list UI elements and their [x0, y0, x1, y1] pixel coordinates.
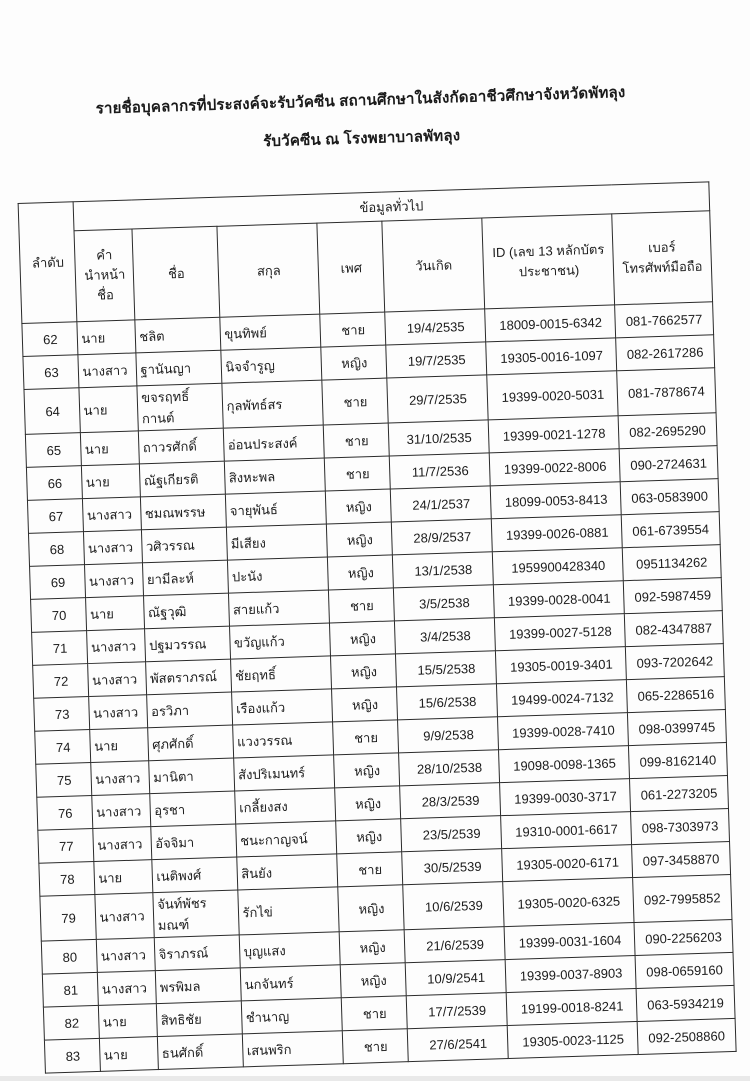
cell-phone: 0951134262	[623, 545, 721, 581]
cell-last-name: สายแก้ว	[229, 590, 330, 626]
cell-id: 19305-0020-6171	[502, 845, 633, 882]
cell-birth-date: 19/4/2535	[385, 309, 486, 345]
cell-id: 19305-0019-3401	[496, 647, 627, 684]
cell-gender: หญิง	[338, 885, 404, 932]
cell-birth-date: 28/10/2538	[399, 750, 500, 786]
col-header-first-name: ชื่อ	[132, 226, 220, 320]
cell-gender: ชาย	[343, 1029, 409, 1064]
cell-last-name: สิงหะพล	[225, 458, 326, 494]
cell-first-name: ชมณพรรษ	[141, 494, 227, 530]
cell-phone: 099-8162140	[629, 743, 727, 779]
cell-birth-date: 15/6/2538	[397, 684, 498, 720]
cell-no: 82	[44, 1005, 100, 1040]
cell-last-name: เสนพริก	[243, 1031, 344, 1067]
cell-no: 66	[27, 466, 83, 501]
col-header-last-name: สกุล	[217, 223, 320, 317]
cell-no: 65	[26, 433, 82, 468]
cell-first-name: ขจรฤทธิ์กานต์	[137, 383, 223, 431]
cell-last-name: รักไข่	[238, 887, 339, 935]
cell-gender: หญิง	[326, 489, 392, 524]
cell-phone: 081-7662577	[615, 302, 713, 338]
cell-first-name: สิทธิชัย	[157, 1001, 243, 1037]
cell-gender: ชาย	[342, 996, 408, 1031]
cell-prefix: นางสาว	[78, 353, 137, 388]
cell-birth-date: 17/7/2539	[407, 993, 508, 1029]
cell-prefix: นางสาว	[91, 761, 150, 796]
cell-gender: หญิง	[334, 753, 400, 788]
cell-phone: 081-7878674	[617, 368, 715, 416]
scan-edge	[0, 1076, 750, 1081]
cell-gender: ชาย	[333, 720, 399, 755]
cell-gender: หญิง	[332, 687, 398, 722]
cell-first-name: เนติพงศ์	[152, 857, 238, 893]
cell-last-name: เรืองแก้ว	[232, 689, 333, 725]
cell-no: 79	[40, 894, 96, 941]
cell-prefix: นางสาว	[97, 938, 156, 973]
cell-no: 74	[35, 730, 91, 765]
cell-last-name: ชำนาญ	[242, 998, 343, 1034]
cell-no: 83	[45, 1038, 101, 1073]
cell-no: 71	[32, 631, 88, 666]
cell-no: 81	[43, 972, 99, 1007]
cell-no: 63	[23, 355, 79, 390]
cell-no: 62	[22, 322, 78, 357]
cell-birth-date: 10/6/2539	[403, 882, 504, 930]
cell-first-name: ยามีละห์	[143, 560, 229, 596]
cell-last-name: กุลพัทธ์สร	[222, 380, 323, 428]
cell-birth-date: 27/6/2541	[408, 1026, 509, 1062]
cell-first-name: อัจจิมา	[151, 824, 237, 860]
cell-gender: หญิง	[340, 930, 406, 965]
cell-id: 19399-0027-5128	[495, 614, 626, 651]
cell-last-name: มีเสียง	[227, 524, 328, 560]
cell-no: 73	[34, 697, 90, 732]
cell-no: 64	[24, 388, 80, 435]
cell-last-name: นกจันทร์	[241, 965, 342, 1001]
cell-phone: 082-2617286	[616, 335, 714, 371]
cell-prefix: นางสาว	[84, 530, 143, 565]
cell-first-name: ณัฐเกียรติ	[140, 461, 226, 497]
cell-prefix: นางสาว	[89, 695, 148, 730]
cell-phone: 061-2273205	[630, 776, 728, 812]
cell-no: 77	[38, 828, 94, 863]
cell-first-name: ปฐมวรรณ	[145, 626, 231, 662]
cell-birth-date: 11/7/2536	[390, 453, 491, 489]
table-body	[22, 302, 735, 1073]
col-header-phone: เบอร์ โทรศัพท์มือถือ	[612, 211, 712, 305]
cell-prefix: นางสาว	[87, 629, 146, 664]
table-group-header: ข้อมูลทั่วไป	[74, 182, 710, 231]
cell-prefix: นาย	[100, 1037, 159, 1072]
cell-birth-date: 31/10/2535	[389, 420, 490, 456]
col-header-no: ลำดับ	[19, 202, 78, 324]
cell-birth-date: 15/5/2538	[396, 651, 497, 687]
cell-birth-date: 23/5/2539	[401, 816, 502, 852]
cell-id: 19399-0028-0041	[494, 581, 625, 618]
cell-last-name: นิจจำรูญ	[221, 347, 322, 383]
cell-last-name: จายุพันธ์	[226, 491, 327, 527]
cell-last-name: อ่อนประสงค์	[224, 425, 325, 461]
cell-id: 19305-0016-1097	[486, 338, 617, 375]
cell-last-name: ขุนทิพย์	[220, 314, 321, 350]
cell-gender: ชาย	[320, 312, 386, 347]
cell-phone: 098-7303973	[631, 809, 729, 845]
cell-id: 19399-0037-8903	[506, 956, 637, 993]
cell-id: 19399-0028-7410	[498, 713, 629, 750]
cell-gender: ชาย	[329, 588, 395, 623]
col-header-gender: เพศ	[317, 221, 385, 314]
cell-id: 19399-0020-5031	[487, 371, 618, 420]
cell-phone: 082-4347887	[625, 611, 723, 647]
cell-first-name: ถาวรศักดิ์	[139, 428, 225, 464]
cell-gender: หญิง	[335, 786, 401, 821]
cell-last-name: บุญแสง	[240, 932, 341, 968]
cell-phone: 098-0399745	[628, 710, 726, 746]
cell-last-name: ชัยฤทธิ์	[231, 656, 332, 692]
cell-id: 1959900428340	[493, 548, 624, 585]
cell-last-name: สินยัง	[237, 854, 338, 890]
cell-gender: หญิง	[330, 621, 396, 656]
cell-gender: หญิง	[331, 654, 397, 689]
cell-phone: 092-5987459	[624, 578, 722, 614]
cell-phone: 098-0659160	[636, 952, 734, 988]
cell-id: 19199-0018-8241	[507, 988, 638, 1025]
col-header-prefix: คำ นำหน้า ชื่อ	[74, 229, 135, 322]
cell-last-name: ชนะกาญจน์	[236, 821, 337, 857]
cell-first-name: จันท์พัชรมณฑ์	[153, 890, 239, 938]
cell-no: 80	[42, 939, 98, 974]
cell-first-name: ฐานันญา	[136, 350, 222, 386]
cell-id: 18009-0015-6342	[485, 305, 616, 342]
cell-first-name: อุรชา	[150, 791, 236, 827]
cell-gender: หญิง	[321, 345, 387, 380]
cell-birth-date: 30/5/2539	[402, 849, 503, 885]
cell-gender: ชาย	[325, 456, 391, 491]
cell-phone: 082-2695290	[619, 413, 717, 449]
cell-id: 19305-0020-6325	[503, 878, 634, 927]
cell-id: 19399-0031-1604	[505, 923, 636, 960]
cell-no: 72	[33, 664, 89, 699]
cell-first-name: ศุภศักดิ์	[148, 725, 234, 761]
cell-prefix: นาย	[99, 1004, 158, 1039]
cell-no: 76	[37, 795, 93, 830]
cell-prefix: นาย	[86, 596, 145, 631]
cell-id: 18099-0053-8413	[491, 482, 622, 519]
cell-first-name: อรวิภา	[147, 692, 233, 728]
cell-birth-date: 3/4/2538	[395, 618, 496, 654]
cell-phone: 065-2286516	[627, 677, 725, 713]
cell-prefix: นาย	[90, 728, 149, 763]
cell-phone: 090-2724631	[620, 446, 718, 482]
col-header-id: ID (เลข 13 หลักบัตร ประชาชน)	[482, 214, 615, 309]
cell-id: 19399-0021-1278	[489, 416, 620, 453]
document-subtitle: รับวัคซีน ณ โรงพยาบาลพัทลุง	[262, 127, 461, 151]
cell-no: 69	[30, 565, 86, 600]
cell-phone: 093-7202642	[626, 644, 724, 680]
cell-phone: 061-6739554	[622, 512, 720, 548]
cell-last-name: แวงวรรณ	[233, 722, 334, 758]
col-header-birth-date: วันเกิด	[382, 218, 485, 312]
cell-birth-date: 13/1/2538	[393, 552, 494, 588]
cell-gender: หญิง	[328, 555, 394, 590]
cell-prefix: นาย	[77, 320, 136, 355]
cell-no: 68	[29, 532, 85, 567]
cell-first-name: ธนศักดิ์	[158, 1034, 244, 1070]
cell-prefix: นาย	[81, 431, 140, 466]
cell-prefix: นางสาว	[88, 662, 147, 697]
cell-no: 75	[36, 763, 92, 798]
cell-phone: 063-5934219	[637, 985, 735, 1021]
cell-first-name: วศิวรรณ	[142, 527, 228, 563]
cell-id: 19305-0023-1125	[508, 1021, 639, 1058]
cell-first-name: ชลิต	[135, 317, 221, 353]
cell-no: 70	[31, 598, 87, 633]
cell-birth-date: 21/6/2539	[405, 927, 506, 963]
cell-birth-date: 29/7/2535	[387, 375, 488, 423]
cell-id: 19098-0098-1365	[499, 746, 630, 783]
cell-gender: หญิง	[336, 819, 402, 854]
cell-prefix: นางสาว	[95, 893, 154, 940]
cell-birth-date: 9/9/2538	[398, 717, 499, 753]
cell-phone: 090-2256203	[634, 919, 732, 955]
cell-birth-date: 3/5/2538	[394, 585, 495, 621]
personnel-table	[18, 181, 736, 1073]
cell-last-name: เกลี้ยงสง	[235, 788, 336, 824]
cell-id: 19310-0001-6617	[501, 812, 632, 849]
cell-prefix: นาย	[82, 464, 141, 499]
cell-prefix: นาย	[79, 386, 138, 433]
cell-prefix: นาย	[94, 860, 153, 895]
document-title: รายชื่อบุคลากรที่ประสงค์จะรับวัคซีน สถานศึกษาในสังกัดอาชีวศึกษาจังหวัดพัทลุง	[95, 83, 626, 118]
cell-id: 19399-0022-8006	[490, 449, 621, 486]
cell-phone: 092-2508860	[638, 1018, 736, 1054]
cell-gender: ชาย	[322, 378, 388, 425]
cell-first-name: พรพิมล	[156, 968, 242, 1004]
cell-prefix: นางสาว	[83, 497, 142, 532]
cell-prefix: นางสาว	[92, 794, 151, 829]
cell-gender: หญิง	[341, 963, 407, 998]
cell-birth-date: 28/9/2537	[392, 519, 493, 555]
cell-id: 19499-0024-7132	[497, 680, 628, 717]
cell-first-name: ณัฐวุฒิ	[144, 593, 230, 629]
cell-id: 19399-0026-0881	[492, 515, 623, 552]
cell-gender: หญิง	[327, 522, 393, 557]
cell-gender: ชาย	[337, 852, 403, 887]
cell-last-name: ขวัญแก้ว	[230, 623, 331, 659]
table-header	[19, 182, 712, 324]
cell-first-name: มานิตา	[149, 758, 235, 794]
cell-last-name: สังปริเมนทร์	[234, 755, 335, 791]
cell-prefix: นางสาว	[98, 971, 157, 1006]
cell-gender: ชาย	[324, 423, 390, 458]
cell-birth-date: 28/3/2539	[400, 783, 501, 819]
cell-no: 67	[28, 499, 84, 534]
cell-first-name: จิราภรณ์	[155, 935, 241, 971]
cell-birth-date: 24/1/2537	[391, 486, 492, 522]
cell-prefix: นางสาว	[93, 827, 152, 862]
cell-phone: 092-7995852	[633, 875, 731, 923]
cell-no: 78	[39, 861, 95, 896]
cell-birth-date: 10/9/2541	[406, 960, 507, 996]
cell-last-name: ปะนัง	[228, 557, 329, 593]
cell-phone: 063-0583900	[621, 479, 719, 515]
cell-phone: 097-3458870	[632, 842, 730, 878]
cell-birth-date: 19/7/2535	[386, 342, 487, 378]
cell-first-name: พัสตราภรณ์	[146, 659, 232, 695]
cell-prefix: นางสาว	[85, 563, 144, 598]
cell-id: 19399-0030-3717	[500, 779, 631, 816]
